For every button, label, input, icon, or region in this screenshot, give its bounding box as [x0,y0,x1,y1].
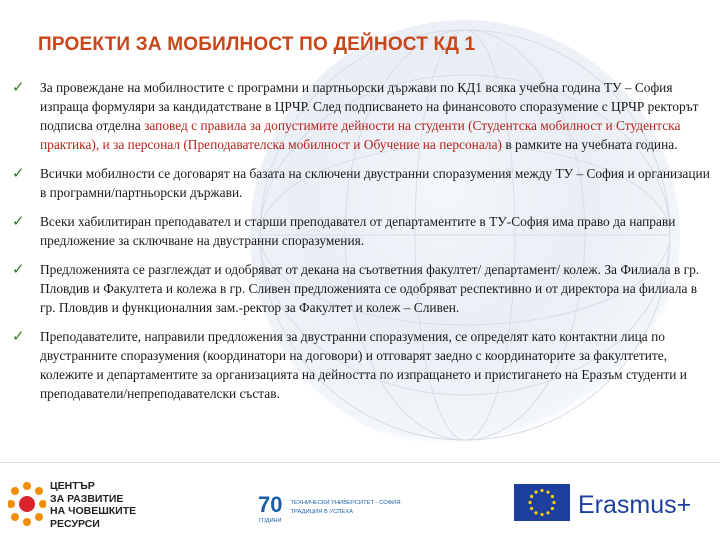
check-icon: ✓ [12,78,25,96]
sun-icon [8,480,46,530]
bullet-item [10,164,710,202]
page-title: ПРОЕКТИ ЗА МОБИЛНОСТ ПО ДЕЙНОСТ КД 1 [38,34,476,55]
eu-star [534,511,537,514]
eu-star [530,495,533,498]
eu-star [534,491,537,494]
tu-line2: ТРАДИЦИЯ В УСПЕХА [290,509,354,515]
logo-line: ЗА РАЗВИТИЕ [50,492,124,505]
text-segment: Преподавателите, направили предложения за двустранни споразумения, се определят като контактни лица по двустранните споразумения (координатори на договори) и отговарят заедно с координаторите за факултетите, колежите и департаментите за организацията на дейността по изпращането и пристигането на Еразъм студенти и преподаватели/непреподавателски състав. [40,329,687,401]
text-segment: Предложенията се разглеждат и одобряват от декана на съответния факултет/ департамент/ колеж. За Филиала в гр. Пловдив и Факултета и колежа в гр. Сливен предложенията се одобряват респективно и от директора на филиала в гр. Пловдив и функционалния зам.-ректор за Факултет и колеж – Сливен. [40,262,700,315]
check-icon: ✓ [12,260,25,278]
hrdc-logo [8,480,148,532]
bullet-text [40,329,687,401]
anniversary-number: 70 [258,492,283,517]
tu-line1: ТЕХНИЧЕСКИ УНИВЕРСИТЕТ - СОФИЯ [290,500,401,506]
logo-line: НА ЧОВЕШКИТЕ [50,505,137,517]
bullet-item [10,327,710,403]
highlighted-text: заповед с правила за допустимите дейности на студенти (Студентска мобилност и Студентска практика), и за персонал (Преподавателска мобилност и Обучение на персонала) [40,118,681,152]
check-icon: ✓ [12,212,25,230]
eu-star [546,491,549,494]
eu-star [551,495,554,498]
eu-star [551,507,554,510]
hrdc-logo-text [50,480,136,530]
bullet-list [10,78,710,413]
text-segment: За провеждане на мобилностите с програмни и партньорски държави по КД1 всяка учебна година ТУ – София изпраща формуляри за кандидатстване в ЦРЧР. След подписването на финансовото споразумение с ЦРЧР ректорът подписва отделна [40,80,699,133]
bullet-text [40,262,699,315]
bullet-item [10,212,710,250]
eu-star [530,507,533,510]
bullet-item [10,260,710,317]
eu-star [540,489,543,492]
eu-flag-icon [514,484,570,521]
tu-sofia-logo [258,492,401,524]
text-segment: Всички мобилности се договарят на базата на сключени двустранни споразумения между ТУ – София и организации в програмни/партньорски държави. [40,166,710,200]
check-icon: ✓ [12,327,25,345]
eu-star [546,511,549,514]
erasmus-plus-logo: Erasmus+ [578,491,692,519]
bullet-text [40,214,675,248]
bullet-text [40,166,710,200]
footer-divider [0,462,720,463]
bullet-text [40,80,699,152]
text-segment: Всеки хабилитиран преподавател и старши преподавател от департаментите в ТУ-София има право да направи предложение за сключване на двустранни споразумения. [40,214,676,248]
eu-star [552,501,555,504]
eu-star [540,513,543,516]
anniversary-sub: ГОДИНИ [259,518,282,524]
tu-sofia-text [290,499,400,517]
anniversary-badge [258,492,282,524]
bullet-item [10,78,710,154]
eu-star [528,501,531,504]
logo-line: ЦЕНТЪР [50,480,95,492]
check-icon: ✓ [12,164,25,182]
logo-line: РЕСУРСИ [50,517,100,530]
text-segment: в рамките на учебната година. [501,137,678,152]
